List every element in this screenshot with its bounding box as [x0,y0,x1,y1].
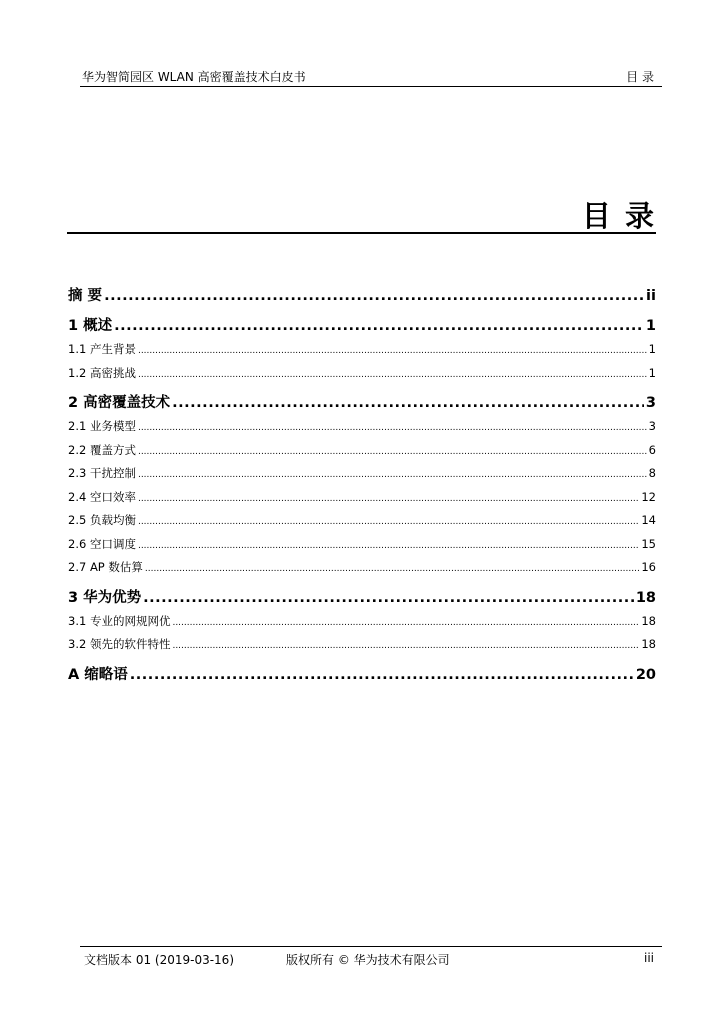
document-version: 文档版本 01 (2019-03-16) [84,953,235,967]
toc-entry-title: 摘 要 [68,288,103,304]
toc-section-entry[interactable] [68,462,656,486]
toc-section-entry[interactable] [68,633,656,657]
toc-dot-leader [130,663,634,687]
toc-entry-title: 2.4 空口效率 [68,489,136,504]
toc-section-entry[interactable] [68,486,656,510]
toc-dot-leader [145,558,639,582]
toc-page-number: 16 [641,560,656,574]
toc-entry-title: 2.2 覆盖方式 [68,442,136,457]
toc-chapter-entry[interactable] [68,586,656,610]
toc-section-entry[interactable] [68,338,656,362]
page-footer [80,946,662,967]
toc-dot-leader [138,488,639,512]
copyright-notice: 版权所有 © 华为技术有限公司 [286,953,450,967]
title-divider [67,232,656,234]
toc-page-number: 20 [635,666,656,683]
toc-page-number: 1 [648,365,656,380]
toc-dot-leader [143,586,634,610]
toc-section-entry[interactable] [68,533,656,557]
toc-dot-leader [172,612,639,636]
toc-chapter-entry[interactable] [68,391,656,415]
toc-entry-title: 2.6 空口调度 [68,536,136,551]
toc-entry-title: A 缩略语 [68,666,128,683]
document-title: 华为智简园区 WLAN 高密覆盖技术白皮书 [82,70,306,84]
toc-section-entry[interactable] [68,509,656,533]
toc-page-number: 3 [648,419,656,433]
toc-page-number: 3 [645,395,656,411]
toc-page-number: 6 [648,442,656,457]
toc-entry-title: 1.1 产生背景 [68,342,136,356]
page-number: iii [643,951,654,965]
toc-page-number: 14 [641,513,656,527]
toc-entry-title: 2 高密覆盖技术 [68,395,171,411]
toc-entry-title: 3.1 专业的网规网优 [68,613,171,628]
toc-page-number: 15 [641,536,656,551]
table-of-contents [68,284,656,687]
toc-title: 目 录 [581,199,656,233]
toc-dot-leader [138,441,647,465]
toc-page-number: 18 [641,613,656,628]
toc-section-entry[interactable] [68,556,656,580]
toc-page-number: 1 [645,318,656,334]
toc-dot-leader [172,635,639,659]
toc-section-entry[interactable] [68,610,656,634]
toc-entry-title: 1 概述 [68,318,113,334]
toc-entry-title: 2.3 干扰控制 [68,466,136,480]
toc-dot-leader [114,314,644,338]
toc-dot-leader [172,391,644,415]
toc-entry-title: 3.2 领先的软件特性 [68,637,171,651]
toc-dot-leader [104,284,644,308]
toc-chapter-entry[interactable] [68,314,656,338]
toc-page-number: 18 [641,637,656,651]
toc-dot-leader [138,511,639,535]
toc-dot-leader [138,417,647,441]
toc-dot-leader [138,340,647,364]
toc-page-number: 12 [641,489,656,504]
toc-entry-title: 2.5 负载均衡 [68,513,136,527]
header-section-label: 目 录 [626,70,654,84]
toc-page-number: ii [646,288,656,304]
toc-entry-title: 2.7 AP 数估算 [68,560,143,574]
toc-page-number: 18 [635,589,656,606]
toc-section-entry[interactable] [68,415,656,439]
toc-section-entry[interactable] [68,362,656,386]
toc-section-entry[interactable] [68,439,656,463]
toc-chapter-entry[interactable] [68,663,656,687]
toc-dot-leader [138,535,639,559]
toc-entry-title: 2.1 业务模型 [68,419,136,433]
toc-chapter-entry[interactable] [68,284,656,308]
page-header [80,66,662,87]
toc-entry-title: 3 华为优势 [68,589,142,606]
toc-entry-title: 1.2 高密挑战 [68,365,136,380]
toc-page-number: 8 [648,466,656,480]
toc-page-number: 1 [648,342,656,356]
toc-dot-leader [138,364,647,388]
toc-dot-leader [138,464,647,488]
